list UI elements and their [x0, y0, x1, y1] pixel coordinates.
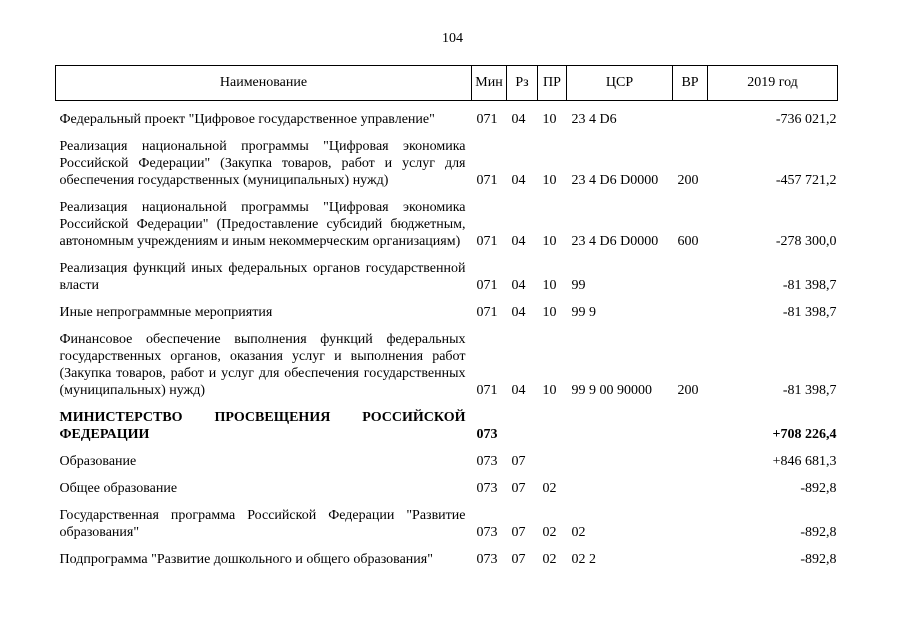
- row-name: Реализация национальной программы "Цифровая экономика Российской Федерации" (Предоставление субсидий бюджетным, автономным учреждениям и иным некоммерческим организациям): [59, 200, 466, 249]
- row-min: 071: [476, 278, 498, 293]
- row-csr: 99 9 00 90000: [571, 383, 652, 398]
- row-pr: 10: [542, 278, 557, 293]
- header-min: Мин: [472, 66, 507, 101]
- table-row: [56, 551, 838, 568]
- row-vr: [673, 507, 708, 541]
- row-vr: [673, 480, 708, 497]
- row-spacer: [56, 128, 838, 138]
- row-spacer: [56, 470, 838, 480]
- row-sum: -81 398,7: [782, 278, 837, 293]
- table-header-row: [56, 66, 838, 101]
- row-sum: -892,8: [800, 481, 837, 496]
- row-spacer-cell: [56, 250, 838, 260]
- header-rz: Рз: [507, 66, 538, 101]
- row-vr: [673, 551, 708, 568]
- row-min: 073: [476, 454, 498, 469]
- row-spacer-cell: [56, 101, 838, 112]
- row-pr: 10: [542, 234, 557, 249]
- row-rz: 04: [511, 305, 526, 320]
- table-row: [56, 111, 838, 128]
- row-min: 071: [476, 305, 498, 320]
- row-pr: 02: [542, 525, 557, 540]
- row-spacer-cell: [56, 321, 838, 331]
- row-spacer-cell: [56, 399, 838, 409]
- row-sum: -81 398,7: [782, 383, 837, 398]
- row-rz: 04: [511, 383, 526, 398]
- row-csr: 23 4 D6 D0000: [571, 173, 659, 188]
- table-row: [56, 331, 838, 399]
- table-row: [56, 507, 838, 541]
- header-year: 2019 год: [708, 66, 838, 101]
- row-name: Реализация функций иных федеральных органов государственной власти: [59, 261, 466, 293]
- row-csr: [567, 409, 673, 443]
- row-spacer: [56, 497, 838, 507]
- row-spacer-cell: [56, 294, 838, 304]
- row-csr: [567, 480, 673, 497]
- row-sum: -892,8: [800, 525, 837, 540]
- row-vr: [673, 111, 708, 128]
- row-min: 071: [476, 173, 498, 188]
- row-name: МИНИСТЕРСТВО ПРОСВЕЩЕНИЯ РОССИЙСКОЙ ФЕДЕРАЦИИ: [59, 410, 466, 442]
- row-sum: -892,8: [800, 552, 837, 567]
- row-spacer-cell: [56, 541, 838, 551]
- row-pr: 02: [542, 481, 557, 496]
- row-vr: 200: [677, 173, 699, 188]
- table-row: [56, 480, 838, 497]
- row-csr: 02: [571, 525, 586, 540]
- row-min: 073: [476, 427, 498, 442]
- row-sum: -736 021,2: [775, 112, 837, 127]
- row-csr: 02 2: [571, 552, 596, 567]
- row-rz: 04: [511, 278, 526, 293]
- table-row: [56, 199, 838, 250]
- header-csr: ЦСР: [567, 66, 673, 101]
- row-sum: -81 398,7: [782, 305, 837, 320]
- row-spacer: [56, 294, 838, 304]
- header-pr: ПР: [538, 66, 567, 101]
- row-csr: 99: [571, 278, 586, 293]
- row-pr: [538, 453, 567, 470]
- row-spacer-cell: [56, 497, 838, 507]
- row-pr: 10: [542, 305, 557, 320]
- row-min: 071: [476, 234, 498, 249]
- row-name: Государственная программа Российской Федерации "Развитие образования": [59, 508, 466, 540]
- row-rz: 07: [511, 481, 526, 496]
- row-spacer-cell: [56, 189, 838, 199]
- row-csr: [567, 453, 673, 470]
- row-spacer-cell: [56, 128, 838, 138]
- row-min: 073: [476, 525, 498, 540]
- row-name: Финансовое обеспечение выполнения функций федеральных государственных органов, оказания услуг и выполнения работ (Закупка товаров, работ и услуг для обеспечения государственных (муниципальных) нужд): [59, 332, 466, 398]
- row-spacer-cell: [56, 470, 838, 480]
- row-sum: -457 721,2: [775, 173, 837, 188]
- table-row: [56, 409, 838, 443]
- row-pr: 10: [542, 383, 557, 398]
- row-rz: [507, 409, 538, 443]
- row-vr: [673, 409, 708, 443]
- page-number: 104: [442, 31, 463, 46]
- table-row: [56, 138, 838, 189]
- budget-table: [55, 65, 838, 568]
- header-name: Наименование: [56, 66, 472, 101]
- row-vr: [673, 453, 708, 470]
- row-min: 071: [476, 112, 498, 127]
- row-spacer: [56, 541, 838, 551]
- table-row: [56, 260, 838, 294]
- row-csr: 23 4 D6: [571, 112, 617, 127]
- row-rz: 04: [511, 112, 526, 127]
- row-spacer: [56, 321, 838, 331]
- row-pr: 10: [542, 112, 557, 127]
- row-name: Общее образование: [59, 481, 178, 496]
- row-name: Образование: [59, 454, 137, 469]
- row-rz: 04: [511, 234, 526, 249]
- row-rz: 07: [511, 525, 526, 540]
- row-rz: 04: [511, 173, 526, 188]
- header-vr: ВР: [673, 66, 708, 101]
- table-row: [56, 304, 838, 321]
- row-pr: 02: [542, 552, 557, 567]
- row-name: Федеральный проект "Цифровое государственное управление": [59, 112, 435, 127]
- row-name: Реализация национальной программы "Цифровая экономика Российской Федерации" (Закупка товаров, работ и услуг для обеспечения государственных (муниципальных) нужд): [59, 139, 466, 188]
- row-sum: -278 300,0: [775, 234, 837, 249]
- row-spacer: [56, 399, 838, 409]
- row-spacer: [56, 250, 838, 260]
- row-pr: 10: [542, 173, 557, 188]
- row-sum: +846 681,3: [772, 454, 837, 469]
- row-spacer: [56, 101, 838, 112]
- table-body: [56, 101, 838, 569]
- row-spacer-cell: [56, 443, 838, 453]
- row-csr: 99 9: [571, 305, 596, 320]
- row-name: Иные непрограммные мероприятия: [59, 305, 273, 320]
- row-sum: +708 226,4: [772, 427, 837, 442]
- row-spacer: [56, 443, 838, 453]
- row-name: Подпрограмма "Развитие дошкольного и общего образования": [59, 552, 433, 567]
- row-min: 073: [476, 552, 498, 567]
- row-csr: 23 4 D6 D0000: [571, 234, 659, 249]
- row-vr: [673, 304, 708, 321]
- row-min: 071: [476, 383, 498, 398]
- row-rz: 07: [511, 454, 526, 469]
- table-row: [56, 453, 838, 470]
- row-spacer: [56, 189, 838, 199]
- row-vr: 200: [677, 383, 699, 398]
- row-vr: [673, 260, 708, 294]
- row-pr: [538, 409, 567, 443]
- row-vr: 600: [677, 234, 699, 249]
- row-rz: 07: [511, 552, 526, 567]
- row-min: 073: [476, 481, 498, 496]
